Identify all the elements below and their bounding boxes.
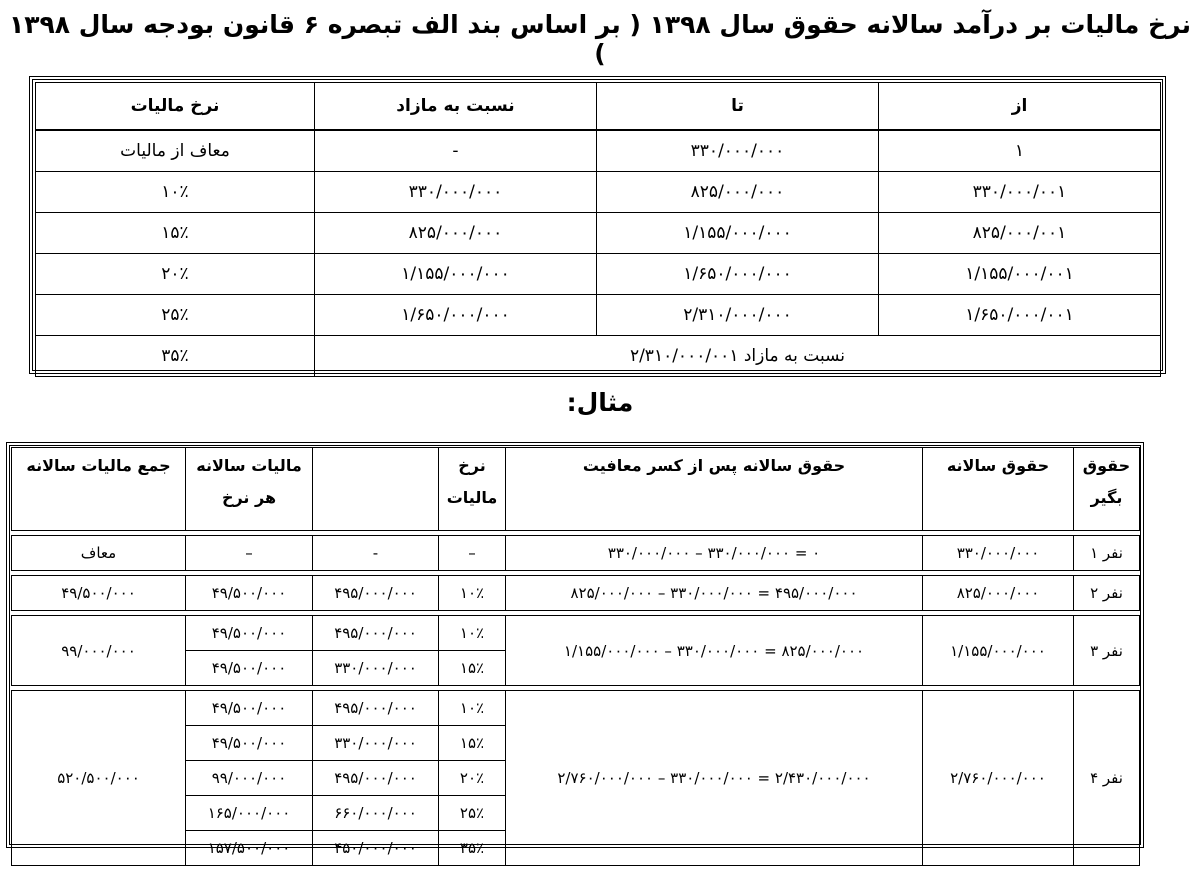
header-earner: حقوق بگیر: [1074, 448, 1140, 531]
table-row: [12, 616, 1140, 651]
table-row: [36, 254, 1161, 295]
header-after-exempt: حقوق سالانه پس از کسر معافیت: [506, 448, 923, 531]
cell-base: ۴۹۵/۰۰۰/۰۰۰: [313, 691, 439, 726]
cell-rate: معاف از مالیات: [36, 130, 315, 172]
cell-tax: ۴۹/۵۰۰/۰۰۰: [186, 616, 313, 651]
cell-total: معاف: [12, 536, 186, 571]
table-row: [36, 172, 1161, 213]
cell-rate: ۲۵٪: [36, 295, 315, 336]
header-total: جمع مالیات سالانه: [12, 448, 186, 531]
example-table-frame: [6, 442, 1144, 857]
cell-tax: ۱۵۷/۵۰۰/۰۰۰: [186, 831, 313, 866]
cell-tax: ۹۹/۰۰۰/۰۰۰: [186, 761, 313, 796]
cell-total: ۴۹/۵۰۰/۰۰۰: [12, 576, 186, 611]
cell-tax: ۴۹/۵۰۰/۰۰۰: [186, 576, 313, 611]
cell-tax: –: [186, 536, 313, 571]
cell-rate: ۱۵٪: [36, 213, 315, 254]
cell-from: ۱/۱۵۵/۰۰۰/۰۰۱: [879, 254, 1161, 295]
example-table: [11, 447, 1140, 866]
example-label: مثال:: [566, 388, 634, 417]
cell-rate: –: [439, 536, 506, 571]
cell-merged-excess: نسبت به مازاد ۲/۳۱۰/۰۰۰/۰۰۱: [315, 336, 1161, 377]
cell-base: ۶۶۰/۰۰۰/۰۰۰: [313, 796, 439, 831]
table-row: [36, 336, 1161, 377]
cell-from: ۸۲۵/۰۰۰/۰۰۱: [879, 213, 1161, 254]
cell-base: ۴۹۵/۰۰۰/۰۰۰: [313, 761, 439, 796]
cell-rate: ۱۰٪: [439, 691, 506, 726]
header-excess: نسبت به مازاد: [315, 83, 597, 131]
cell-earner: نفر ۴: [1074, 691, 1140, 866]
cell-rate: ۲۰٪: [439, 761, 506, 796]
cell-to: ۸۲۵/۰۰۰/۰۰۰: [597, 172, 879, 213]
table-row: [36, 213, 1161, 254]
cell-rate: ۱۰٪: [439, 616, 506, 651]
cell-after-exempt: ۸۲۵/۰۰۰/۰۰۰ = ۳۳۰/۰۰۰/۰۰۰ – ۱/۱۵۵/۰۰۰/۰۰۰: [506, 616, 923, 686]
cell-from: ۱: [879, 130, 1161, 172]
header-annual: حقوق سالانه: [923, 448, 1074, 531]
cell-to: ۳۳۰/۰۰۰/۰۰۰: [597, 130, 879, 172]
cell-rate: ۱۵٪: [439, 726, 506, 761]
cell-to: ۲/۳۱۰/۰۰۰/۰۰۰: [597, 295, 879, 336]
cell-base: ۳۳۰/۰۰۰/۰۰۰: [313, 726, 439, 761]
rates-table: [35, 82, 1161, 377]
cell-earner: نفر ۱: [1074, 536, 1140, 571]
cell-excess: ۸۲۵/۰۰۰/۰۰۰: [315, 213, 597, 254]
cell-tax: ۱۶۵/۰۰۰/۰۰۰: [186, 796, 313, 831]
cell-rate: ۱۵٪: [439, 651, 506, 686]
cell-base: ۳۳۰/۰۰۰/۰۰۰: [313, 651, 439, 686]
cell-annual: ۲/۷۶۰/۰۰۰/۰۰۰: [923, 691, 1074, 866]
page-title: نرخ مالیات بر درآمد سالانه حقوق سال ۱۳۹۸ ( بر اساس بند الف تبصره ۶ قانون بودجه سال ۱۳۹۸ ): [8, 10, 1192, 68]
cell-rate: ۲۰٪: [36, 254, 315, 295]
table-row: [36, 295, 1161, 336]
cell-total: ۹۹/۰۰۰/۰۰۰: [12, 616, 186, 686]
cell-base: ۴۹۵/۰۰۰/۰۰۰: [313, 576, 439, 611]
cell-tax: ۴۹/۵۰۰/۰۰۰: [186, 651, 313, 686]
cell-after-exempt: ۲/۴۳۰/۰۰۰/۰۰۰ = ۳۳۰/۰۰۰/۰۰۰ – ۲/۷۶۰/۰۰۰/۰۰۰: [506, 691, 923, 866]
table-row: [12, 691, 1140, 726]
cell-rate: ۳۵٪: [439, 831, 506, 866]
cell-after-exempt: ۰ = ۳۳۰/۰۰۰/۰۰۰ – ۳۳۰/۰۰۰/۰۰۰: [506, 536, 923, 571]
header-rate: نرخ مالیات: [36, 83, 315, 131]
cell-annual: ۸۲۵/۰۰۰/۰۰۰: [923, 576, 1074, 611]
header-to: تا: [597, 83, 879, 131]
cell-annual: ۳۳۰/۰۰۰/۰۰۰: [923, 536, 1074, 571]
cell-tax: ۴۹/۵۰۰/۰۰۰: [186, 726, 313, 761]
table-row: [12, 576, 1140, 611]
cell-to: ۱/۶۵۰/۰۰۰/۰۰۰: [597, 254, 879, 295]
table-row: [36, 130, 1161, 172]
cell-to: ۱/۱۵۵/۰۰۰/۰۰۰: [597, 213, 879, 254]
cell-from: ۳۳۰/۰۰۰/۰۰۱: [879, 172, 1161, 213]
cell-rate: ۲۵٪: [439, 796, 506, 831]
header-rate: نرخ مالیات: [439, 448, 506, 531]
cell-base: -: [313, 536, 439, 571]
cell-from: ۱/۶۵۰/۰۰۰/۰۰۱: [879, 295, 1161, 336]
cell-total: ۵۲۰/۵۰۰/۰۰۰: [12, 691, 186, 866]
header-from: از: [879, 83, 1161, 131]
header-tax-per-rate: مالیات سالانه هر نرخ: [186, 448, 313, 531]
cell-excess: ۱/۱۵۵/۰۰۰/۰۰۰: [315, 254, 597, 295]
cell-base: ۴۹۵/۰۰۰/۰۰۰: [313, 616, 439, 651]
rates-table-frame: [29, 76, 1166, 374]
cell-rate: ۳۵٪: [36, 336, 315, 377]
cell-base: ۴۵۰/۰۰۰/۰۰۰: [313, 831, 439, 866]
cell-excess: ۱/۶۵۰/۰۰۰/۰۰۰: [315, 295, 597, 336]
cell-annual: ۱/۱۵۵/۰۰۰/۰۰۰: [923, 616, 1074, 686]
cell-tax: ۴۹/۵۰۰/۰۰۰: [186, 691, 313, 726]
cell-earner: نفر ۲: [1074, 576, 1140, 611]
cell-excess: -: [315, 130, 597, 172]
cell-rate: ۱۰٪: [36, 172, 315, 213]
cell-earner: نفر ۳: [1074, 616, 1140, 686]
cell-rate: ۱۰٪: [439, 576, 506, 611]
cell-after-exempt: ۴۹۵/۰۰۰/۰۰۰ = ۳۳۰/۰۰۰/۰۰۰ – ۸۲۵/۰۰۰/۰۰۰: [506, 576, 923, 611]
table-row: [12, 536, 1140, 571]
cell-excess: ۳۳۰/۰۰۰/۰۰۰: [315, 172, 597, 213]
header-base: [313, 448, 439, 531]
